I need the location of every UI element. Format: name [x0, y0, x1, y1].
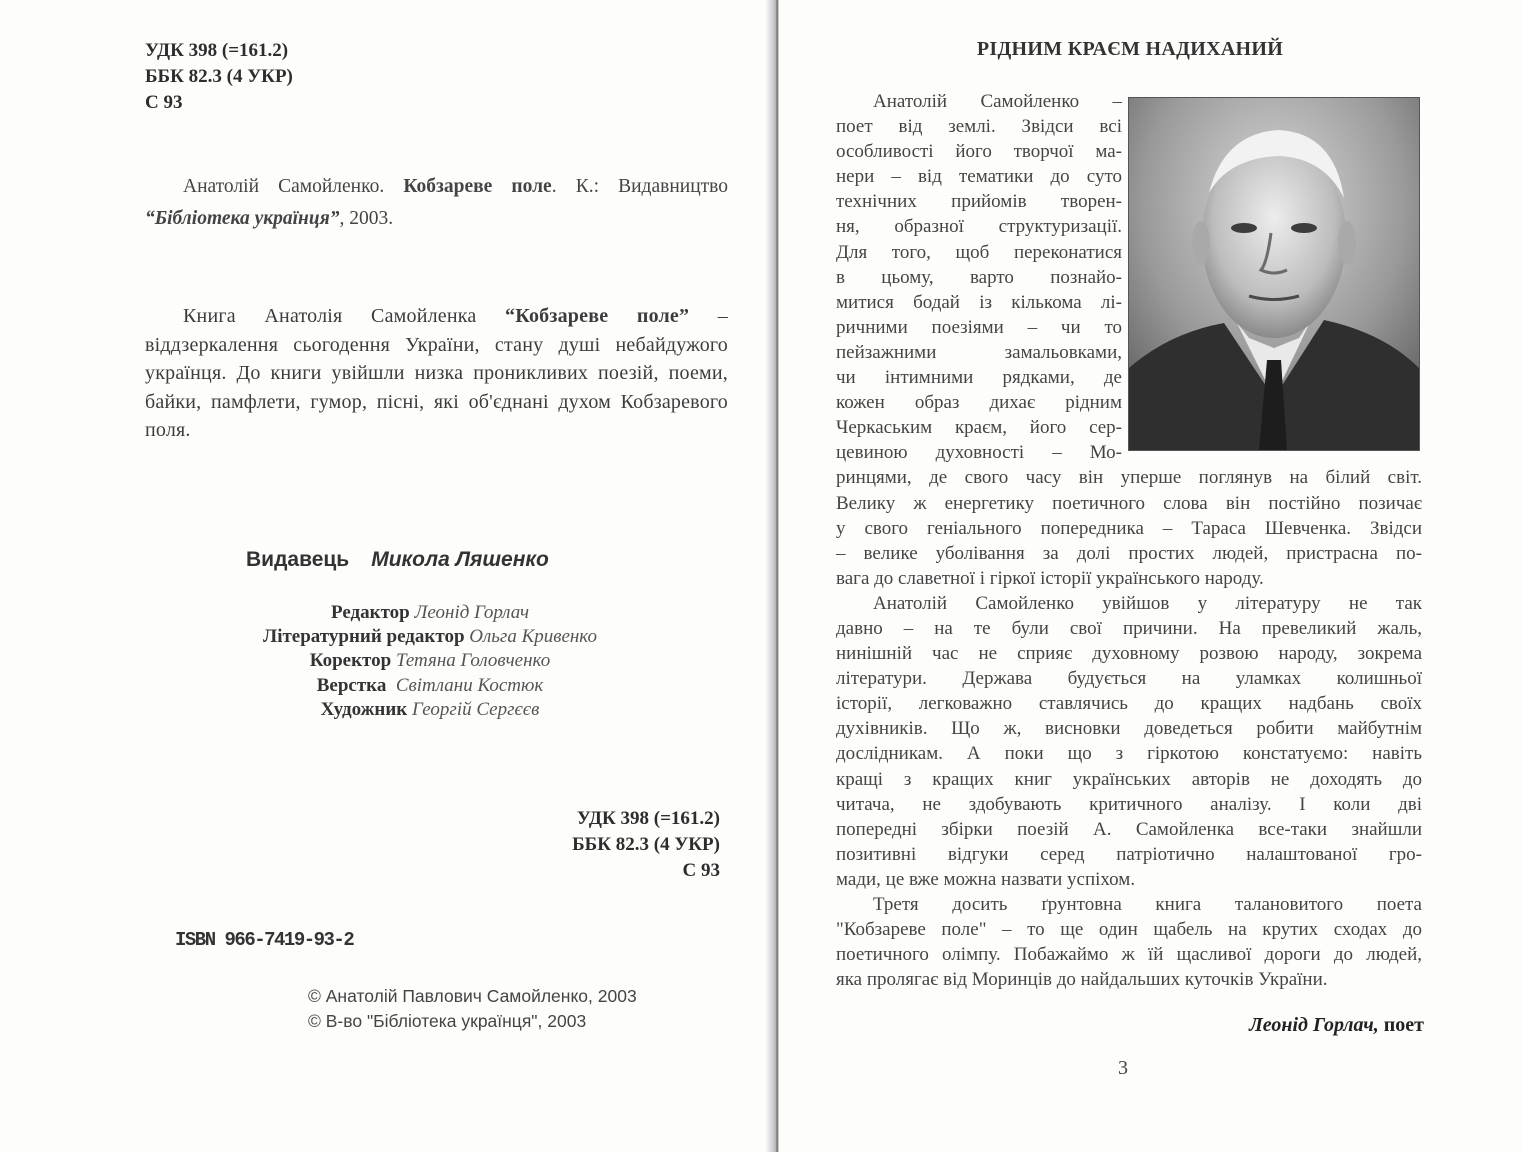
essay-title: РІДНИМ КРАЄМ НАДИХАНИЙ — [976, 38, 1284, 60]
credit-item — [200, 625, 660, 649]
text-line: Для того, щоб переконатися — [836, 241, 1122, 263]
udk-code: УДК 398 (=161.2) — [576, 808, 720, 829]
credit-person: Леонід Горлач — [414, 602, 530, 623]
text-line: кращі з кращих книг українських авторів не доходять до — [836, 768, 1422, 790]
annotation-book-title: “Кобзареве поле” — [505, 305, 690, 327]
text-line: чи інтимними рядками, де — [836, 367, 1122, 389]
essay-paragraph-1-continued — [836, 465, 1422, 590]
book-gutter — [765, 0, 779, 1152]
annotation-lead: Книга Анатолія Самойленка — [183, 305, 477, 327]
page-number: 3 — [1118, 1057, 1128, 1079]
text-line: Анатолій Самойленко увійшов у літературу не так — [873, 592, 1422, 614]
text-line: нери – від тематики до суто — [836, 166, 1122, 188]
credit-person: Тетяна Головченко — [395, 650, 551, 672]
citation-publisher-prefix: Видавництво — [618, 176, 728, 197]
udk-code: УДК 398 (=161.2) — [145, 40, 289, 61]
text-line: "Кобзареве поле" – то ще один щабель на крутих сходах до — [836, 919, 1422, 941]
text-line: ринцями, де свого часу він уперше поглянув на білий світ. — [836, 467, 1422, 489]
credit-person: Георгій Сергєєв — [411, 698, 540, 720]
text-line: митися бодай із кількома лі- — [836, 291, 1122, 313]
author-mark: С 93 — [682, 860, 720, 881]
citation-author: Анатолій Самойленко. — [183, 176, 385, 197]
essay-signature — [1000, 1012, 1424, 1038]
signature-role: поет — [1383, 1014, 1424, 1036]
text-line: ричними поезіями – чи то — [836, 316, 1122, 338]
copyright-publisher: © В-во "Бібліотека українця", 2003 — [308, 1011, 587, 1031]
text-line: в цьому, варто познайо- — [836, 266, 1122, 288]
text-line: Черкаським краєм, його сер- — [836, 417, 1122, 439]
credit-item — [200, 601, 660, 625]
essay-text — [836, 89, 1422, 992]
credit-person: Світлани Костюк — [395, 674, 544, 696]
text-line: історії, легковажно ставлячись до кращих надбань своїх — [836, 693, 1422, 715]
publisher-name: Микола Ляшенко — [371, 548, 549, 571]
text-line: мади, це вже можна назвати успіхом. — [836, 868, 1136, 890]
text-line: читача, не здобувають критичного аналізу. І коли дві — [836, 793, 1422, 815]
classification-codes-top — [145, 38, 293, 116]
signature-name: Леонід Горлач, — [1249, 1014, 1379, 1036]
essay-paragraph-1-wrapped — [836, 89, 1122, 465]
credit-role: Редактор — [330, 602, 410, 623]
book-annotation — [145, 302, 728, 445]
text-line: кожен образ дихає рідним — [836, 392, 1122, 414]
author-mark: С 93 — [145, 92, 183, 113]
publisher-line — [246, 546, 549, 574]
text-line: поет від землі. Звідси всі — [836, 116, 1122, 138]
text-line: Анатолій Самойленко – — [873, 91, 1122, 112]
credit-item — [200, 698, 660, 722]
text-line: дослідникам. А поки що з гіркотою констатуємо: навіть — [836, 743, 1422, 765]
citation-city: . К.: — [551, 176, 599, 197]
text-line: попередні збірки поезій А. Самойленка все-таки знайшли — [836, 818, 1422, 840]
text-line: Велику ж енергетику поетичного слова він постійно позичає — [836, 492, 1422, 514]
bibliographic-citation — [145, 171, 728, 235]
text-line: – велике уболівання за долі простих людей, пристрасна по- — [836, 542, 1422, 564]
text-line: у свого геніального попередника – Тараса Шевченка. Звідси — [836, 517, 1422, 539]
citation-publisher-name: “Бібліотека українця” — [145, 208, 340, 229]
citation-year: , 2003. — [339, 208, 394, 229]
text-line: технічних прийомів творен- — [836, 191, 1122, 213]
text-line: позитивні відгуки серед патріотично налаштованої гро- — [836, 843, 1422, 865]
text-line: яка пролягає від Моринців до найдальших куточків України. — [836, 969, 1328, 991]
text-line: Третя досить ґрунтовна книга талановитого поета — [873, 894, 1422, 915]
isbn: ISBN 966-7419-93-2 — [175, 929, 354, 951]
bbk-code: ББК 82.3 (4 УКР) — [572, 834, 720, 855]
essay-body — [836, 465, 1422, 992]
text-line: нинішній час не сприяє духовному розвою народу, зокрема — [836, 643, 1422, 665]
credit-role: Верстка — [316, 674, 387, 696]
essay-paragraph-2 — [836, 591, 1422, 892]
text-line: цевиною духовності – Мо- — [836, 442, 1122, 464]
credit-role: Літературний редактор — [263, 626, 465, 648]
credit-item — [200, 649, 660, 673]
credit-role: Коректор — [309, 650, 392, 672]
copyright-author: © Анатолій Павлович Самойленко, 2003 — [308, 986, 637, 1006]
credit-role: Художник — [320, 698, 408, 720]
annotation-text: – віддзеркалення сьогодення України, стану душі небайдужого українця. До книги увійшли низка проникливих поезій, поеми, байки, памфлети, гумор, пісні, які об'єднані духом Кобзаревого поля. — [145, 305, 728, 441]
text-line: ня, образної структуризації. — [836, 216, 1122, 238]
citation-title: Кобзареве поле — [403, 176, 552, 197]
copyright-block — [308, 984, 637, 1034]
text-line: давно – на те були свої причини. На превеликий жаль, — [836, 617, 1422, 639]
classification-codes-bottom — [440, 806, 720, 884]
bbk-code: ББК 82.3 (4 УКР) — [145, 66, 293, 87]
credits-list — [200, 601, 660, 722]
text-line: духівників. Що ж, висновки доведеться робити майбутнім — [836, 718, 1422, 740]
credit-item — [200, 674, 660, 698]
text-line: пейзажними замальовками, — [836, 341, 1122, 363]
credit-person: Ольга Кривенко — [469, 626, 597, 648]
annotation-paragraph — [145, 302, 728, 445]
essay-paragraph-3 — [836, 892, 1422, 992]
publisher-label: Видавець — [246, 548, 350, 571]
text-line: вага до славетної і гіркої історії українського народу. — [836, 567, 1264, 589]
text-line: літератури. Держава будується на уламках колишньої — [836, 668, 1422, 690]
text-line: особливості його творчої ма- — [836, 141, 1122, 163]
text-line: поетичного олімпу. Побажаймо ж їй щасливої дороги до людей, — [836, 944, 1422, 966]
